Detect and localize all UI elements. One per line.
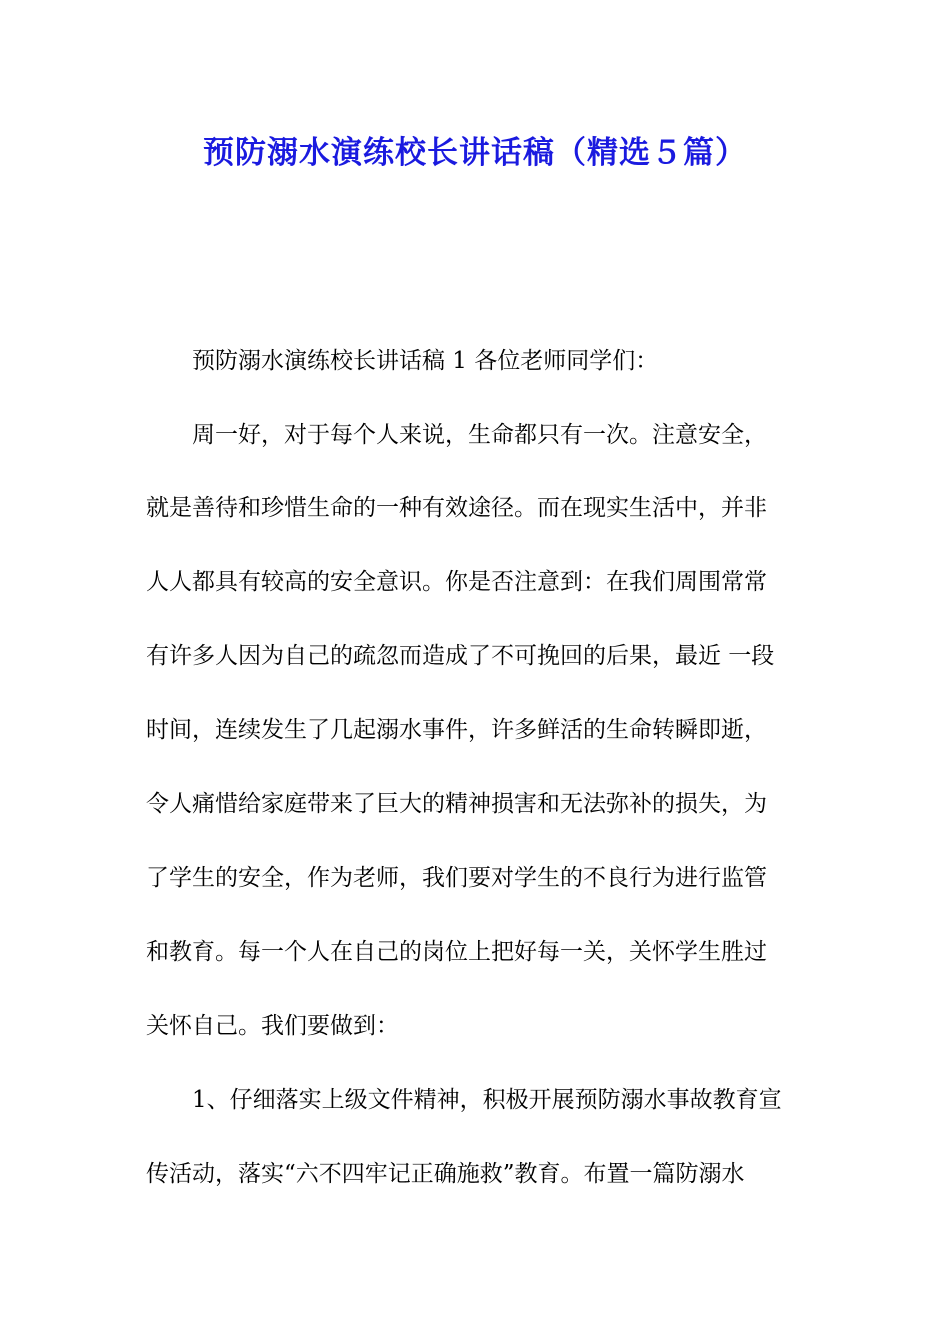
paragraph-line: 就是善待和珍惜生命的一种有效途径。而在现实生活中，并非 <box>146 495 767 521</box>
document-title: 预防溺水演练校长讲话稿（精选５篇） <box>203 135 747 171</box>
paragraph-line: 和教育。每一个人在自己的岗位上把好每一关，关怀学生胜过 <box>146 939 767 965</box>
paragraph-line: 关怀自己。我们要做到： <box>146 1013 399 1039</box>
paragraph-line: 有许多人因为自己的疏忽而造成了不可挽回的后果，最近 一段 <box>146 643 775 669</box>
paragraph-line: 传活动，落实“六不四牢记正确施救”教育。布置一篇防溺水 <box>146 1161 745 1187</box>
paragraph-line: 1、仔细落实上级文件精神，积极开展预防溺水事故教育宣 <box>192 1087 782 1113</box>
paragraph-line: 了学生的安全，作为老师，我们要对学生的不良行为进行监管 <box>146 865 767 891</box>
paragraph-line: 令人痛惜给家庭带来了巨大的精神损害和无法弥补的损失，为 <box>146 791 767 817</box>
paragraph-line: 人人都具有较高的安全意识。你是否注意到：在我们周围常常 <box>146 569 767 595</box>
paragraph-line: 周一好，对于每个人来说，生命都只有一次。注意安全， <box>192 422 767 448</box>
paragraph-line: 预防溺水演练校长讲话稿 1 各位老师同学们： <box>192 348 659 374</box>
paragraph-line: 时间，连续发生了几起溺水事件，许多鲜活的生命转瞬即逝， <box>146 717 767 743</box>
